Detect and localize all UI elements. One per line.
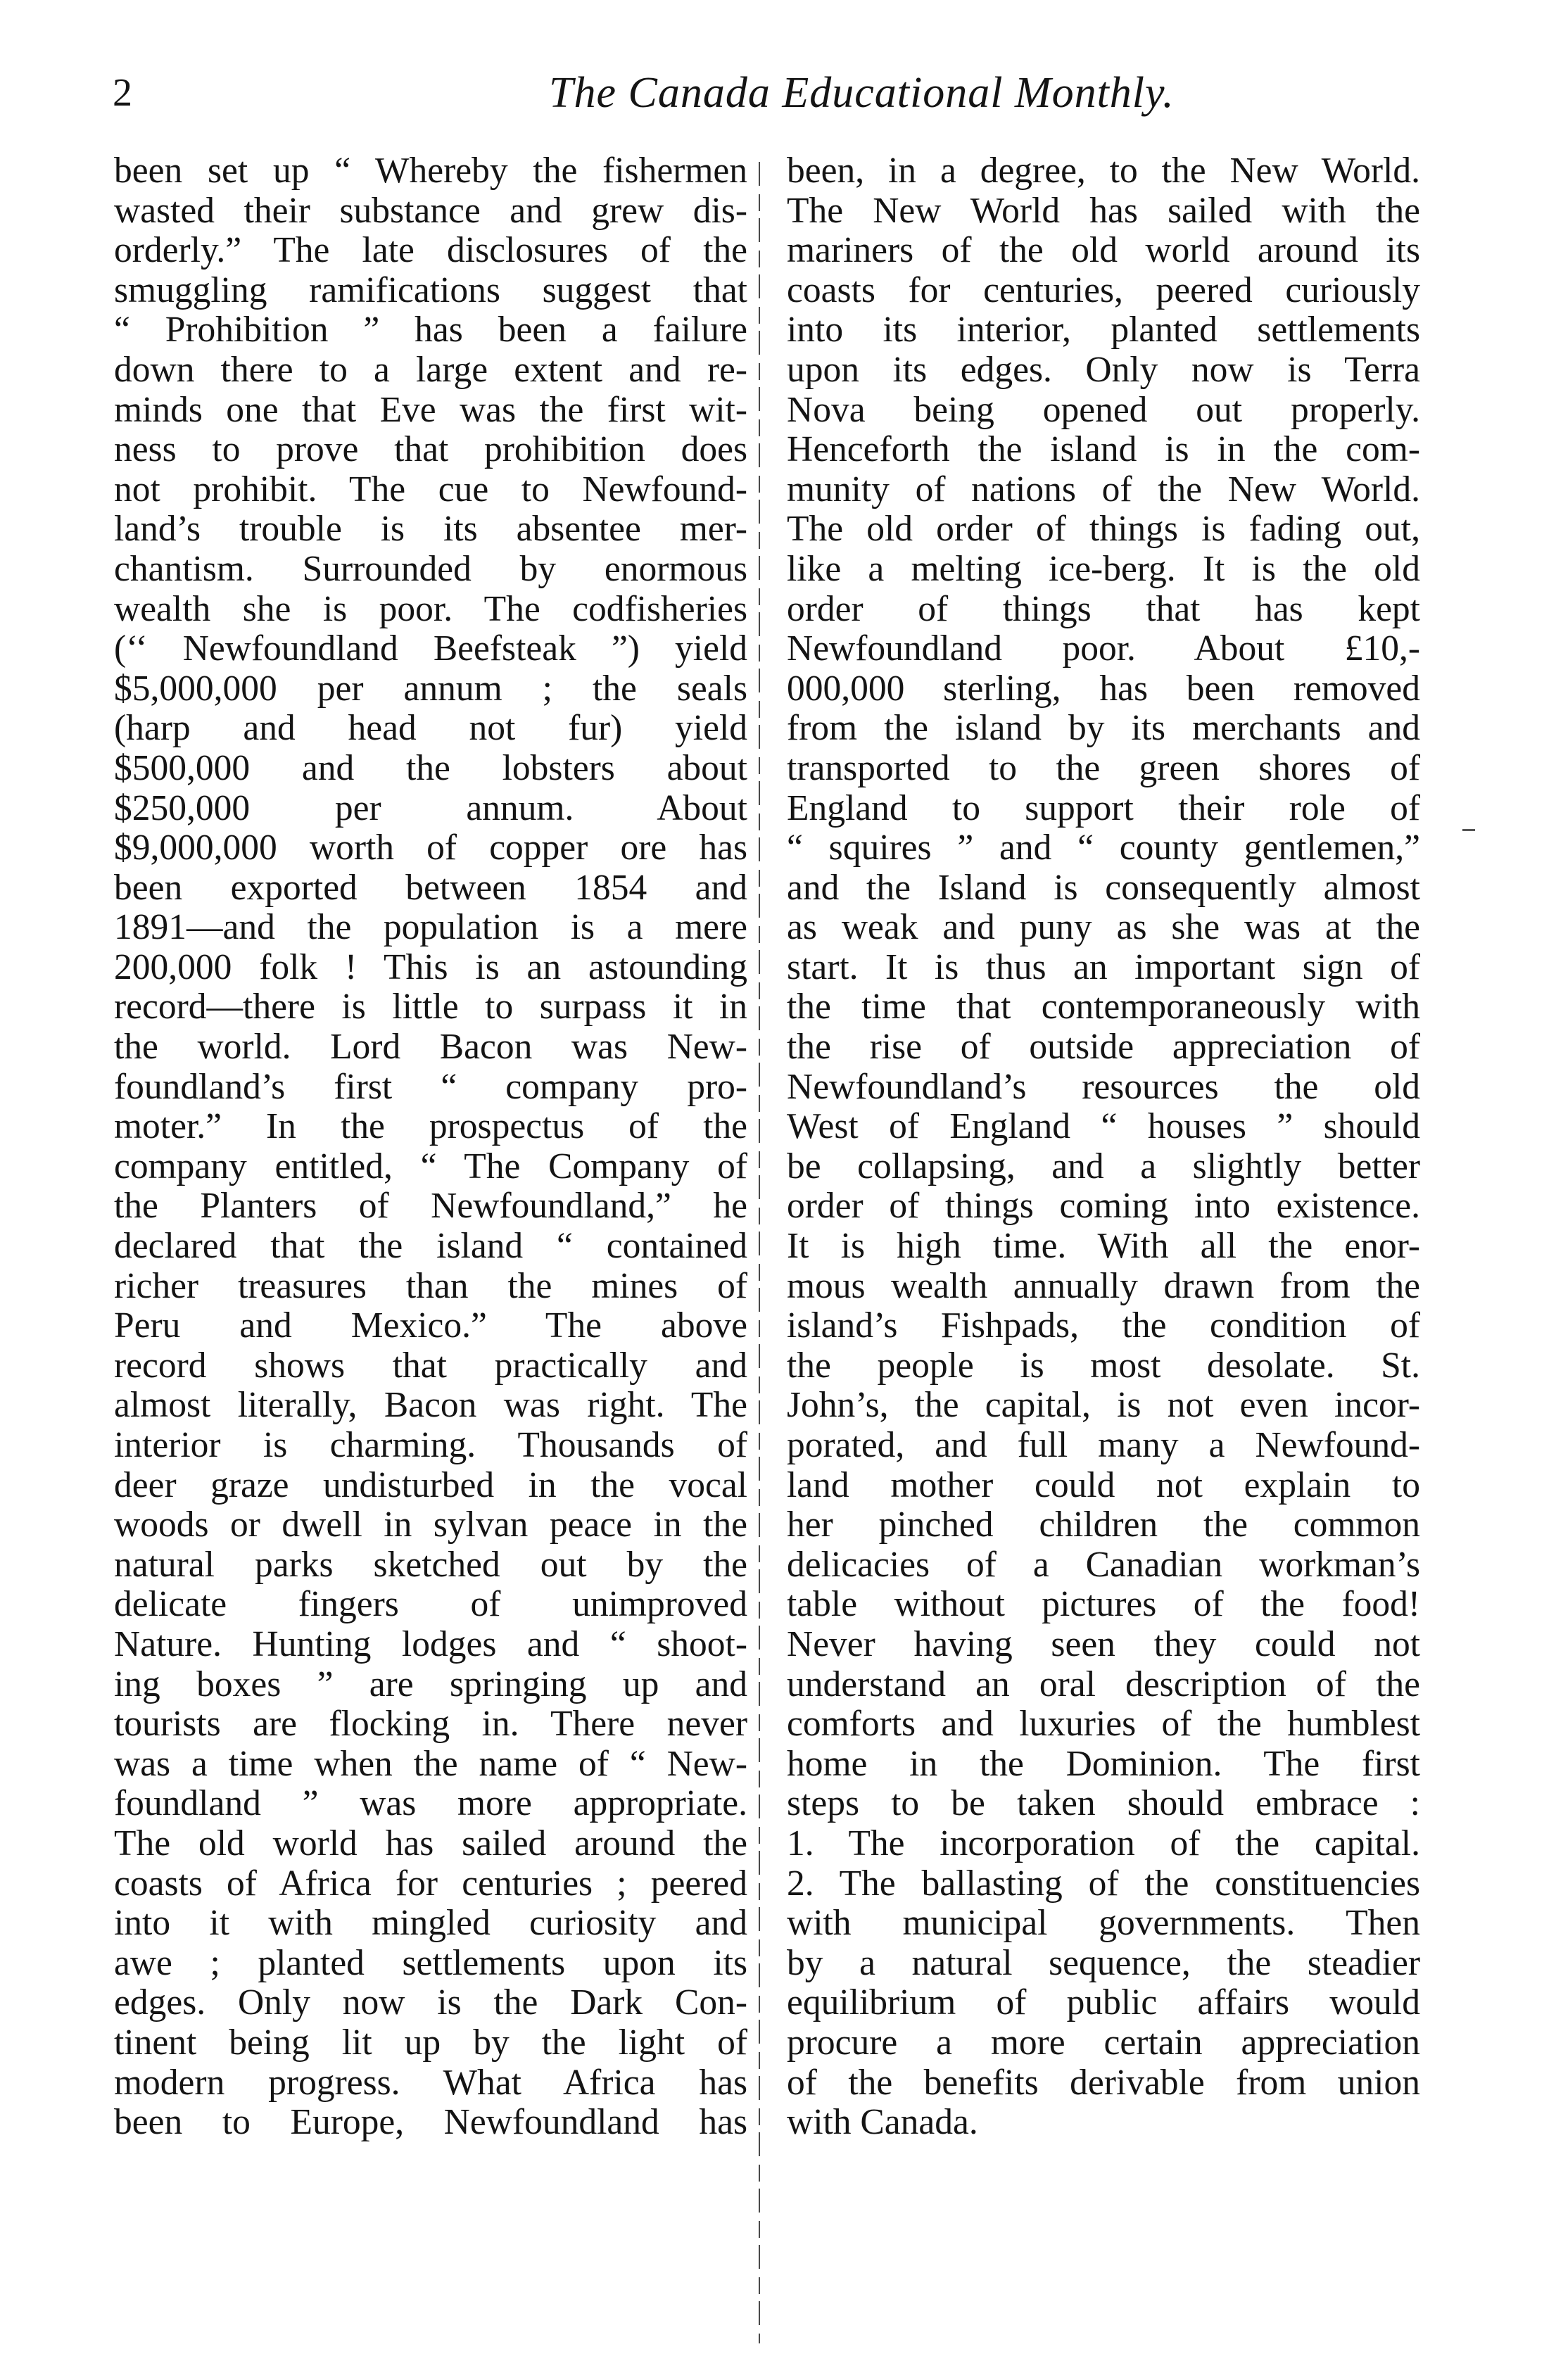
column-divider (759, 162, 760, 2343)
text-line: the Planters of Newfoundland,” he (114, 1186, 747, 1227)
text-line: John’s, the capital, is not even incor- (787, 1386, 1420, 1426)
text-line: the world. Lord Bacon was New- (114, 1027, 747, 1068)
text-line: edges. Only now is the Dark Con- (114, 1983, 747, 2023)
text-line: West of England “ houses ” should (787, 1107, 1420, 1147)
text-line: upon its edges. Only now is Terra (787, 350, 1420, 390)
text-line: “ squires ” and “ county gentlemen,” (787, 828, 1420, 868)
text-line: ness to prove that prohibition does (114, 430, 747, 470)
text-line: and the Island is consequently almost (787, 868, 1420, 908)
text-line: into its interior, planted settlements (787, 310, 1420, 350)
text-line: moter.” In the prospectus of the (114, 1107, 747, 1147)
text-line: from the island by its merchants and (787, 709, 1420, 749)
text-line: her pinched children the common (787, 1505, 1420, 1545)
text-line: 000,000 sterling, has been removed (787, 669, 1420, 709)
text-line: Newfoundland’s resources the old (787, 1067, 1420, 1107)
text-line: by a natural sequence, the steadier (787, 1943, 1420, 1983)
page-header (113, 65, 1450, 121)
text-line: tinent being lit up by the light of (114, 2023, 747, 2063)
text-line: Henceforth the island is in the com- (787, 430, 1420, 470)
text-line: land mother could not explain to (787, 1465, 1420, 1505)
text-line: equilibrium of public affairs would (787, 1983, 1420, 2023)
text-line: natural parks sketched out by the (114, 1545, 747, 1585)
text-line: $5,000,000 per annum ; the seals (114, 669, 747, 709)
text-line: woods or dwell in sylvan peace in the (114, 1505, 747, 1545)
text-line: with Canada. (787, 2103, 978, 2143)
text-line: $500,000 and the lobsters about (114, 748, 747, 788)
text-line: foundland ” was more appropriate. (114, 1784, 747, 1824)
text-line: been, in a degree, to the New World. (787, 151, 1420, 191)
text-line: 1891—and the population is a mere (114, 908, 747, 948)
text-line: coasts for centuries, peered curiously (787, 270, 1420, 310)
text-line: 200,000 folk ! This is an astounding (114, 947, 747, 987)
text-line: Peru and Mexico.” The above (114, 1306, 747, 1346)
text-line: wasted their substance and grew dis- (114, 191, 747, 231)
right-text-column (787, 151, 1420, 2143)
text-line: foundland’s first “ company pro- (114, 1067, 747, 1107)
text-line: deer graze undisturbed in the vocal (114, 1465, 747, 1505)
text-line: understand an oral description of the (787, 1664, 1420, 1704)
text-line: 1. The incorporation of the capital. (787, 1823, 1420, 1863)
text-line: with municipal governments. Then (787, 1904, 1420, 1944)
text-line: Nature. Hunting lodges and “ shoot- (114, 1624, 747, 1664)
page-number: 2 (113, 71, 132, 115)
text-line: order of things that has kept (787, 589, 1420, 629)
text-line: smuggling ramifications suggest that (114, 270, 747, 310)
text-line: orderly.” The late disclosures of the (114, 231, 747, 271)
text-line: wealth she is poor. The codfisheries (114, 589, 747, 629)
text-line: awe ; planted settlements upon its (114, 1943, 747, 1983)
text-line: mariners of the old world around its (787, 231, 1420, 271)
text-line: chantism. Surrounded by enormous (114, 549, 747, 589)
text-line: ing boxes ” are springing up and (114, 1664, 747, 1704)
text-line: record shows that practically and (114, 1346, 747, 1386)
text-line: not prohibit. The cue to Newfound- (114, 469, 747, 509)
text-line: Newfoundland poor. About £10,- (787, 629, 1420, 669)
text-line: company entitled, “ The Company of (114, 1146, 747, 1186)
text-line: like a melting ice-berg. It is the old (787, 549, 1420, 589)
text-line: start. It is thus an important sign of (787, 947, 1420, 987)
text-line: as weak and puny as she was at the (787, 908, 1420, 948)
text-line: table without pictures of the food! (787, 1585, 1420, 1625)
text-line: island’s Fishpads, the condition of (787, 1306, 1420, 1346)
text-line: minds one that Eve was the first wit- (114, 390, 747, 430)
margin-mark (1462, 829, 1475, 831)
text-line: the time that contemporaneously with (787, 987, 1420, 1027)
text-line: been to Europe, Newfoundland has (114, 2103, 747, 2143)
text-line: The old world has sailed around the (114, 1823, 747, 1863)
text-line: (‘‘ Newfoundland Beefsteak ”) yield (114, 629, 747, 669)
text-line: tourists are flocking in. There never (114, 1704, 747, 1745)
text-line: almost literally, Bacon was right. The (114, 1386, 747, 1426)
text-line: been set up “ Whereby the fishermen (114, 151, 747, 191)
text-line: been exported between 1854 and (114, 868, 747, 908)
text-line: $9,000,000 worth of copper ore has (114, 828, 747, 868)
text-line: transported to the green shores of (787, 748, 1420, 788)
text-line: land’s trouble is its absentee mer- (114, 509, 747, 550)
text-line: coasts of Africa for centuries ; peered (114, 1863, 747, 1904)
text-line: was a time when the name of “ New- (114, 1744, 747, 1784)
left-text-column (114, 151, 747, 2143)
text-line: record—there is little to surpass it in (114, 987, 747, 1027)
text-line: richer treasures than the mines of (114, 1266, 747, 1306)
text-line: interior is charming. Thousands of (114, 1426, 747, 1465)
text-line: mous wealth annually drawn from the (787, 1266, 1420, 1306)
text-line: porated, and full many a Newfound- (787, 1426, 1420, 1465)
text-line: munity of nations of the New World. (787, 469, 1420, 509)
text-line: order of things coming into existence. (787, 1186, 1420, 1227)
text-line: the people is most desolate. St. (787, 1346, 1420, 1386)
text-line: of the benefits derivable from union (787, 2063, 1420, 2103)
text-line: steps to be taken should embrace : (787, 1784, 1420, 1824)
text-line: into it with mingled curiosity and (114, 1904, 747, 1944)
text-line: home in the Dominion. The first (787, 1744, 1420, 1784)
text-line: modern progress. What Africa has (114, 2063, 747, 2103)
text-line: England to support their role of (787, 788, 1420, 828)
text-line: Nova being opened out properly. (787, 390, 1420, 430)
text-line: $250,000 per annum. About (114, 788, 747, 828)
text-line: procure a more certain appreciation (787, 2023, 1420, 2063)
text-line: delicacies of a Canadian workman’s (787, 1545, 1420, 1585)
text-line: down there to a large extent and re- (114, 350, 747, 390)
text-line: “ Prohibition ” has been a failure (114, 310, 747, 350)
text-line: The old order of things is fading out, (787, 509, 1420, 550)
text-line: 2. The ballasting of the constituencies (787, 1863, 1420, 1904)
running-title: The Canada Educational Monthly. (549, 69, 1175, 117)
text-line: Never having seen they could not (787, 1624, 1420, 1664)
text-line: comforts and luxuries of the humblest (787, 1704, 1420, 1745)
text-line: (harp and head not fur) yield (114, 709, 747, 749)
text-line: It is high time. With all the enor- (787, 1227, 1420, 1267)
text-line: The New World has sailed with the (787, 191, 1420, 231)
text-line: declared that the island “ contained (114, 1227, 747, 1267)
text-line: delicate fingers of unimproved (114, 1585, 747, 1625)
text-line: the rise of outside appreciation of (787, 1027, 1420, 1068)
text-line: be collapsing, and a slightly better (787, 1146, 1420, 1186)
